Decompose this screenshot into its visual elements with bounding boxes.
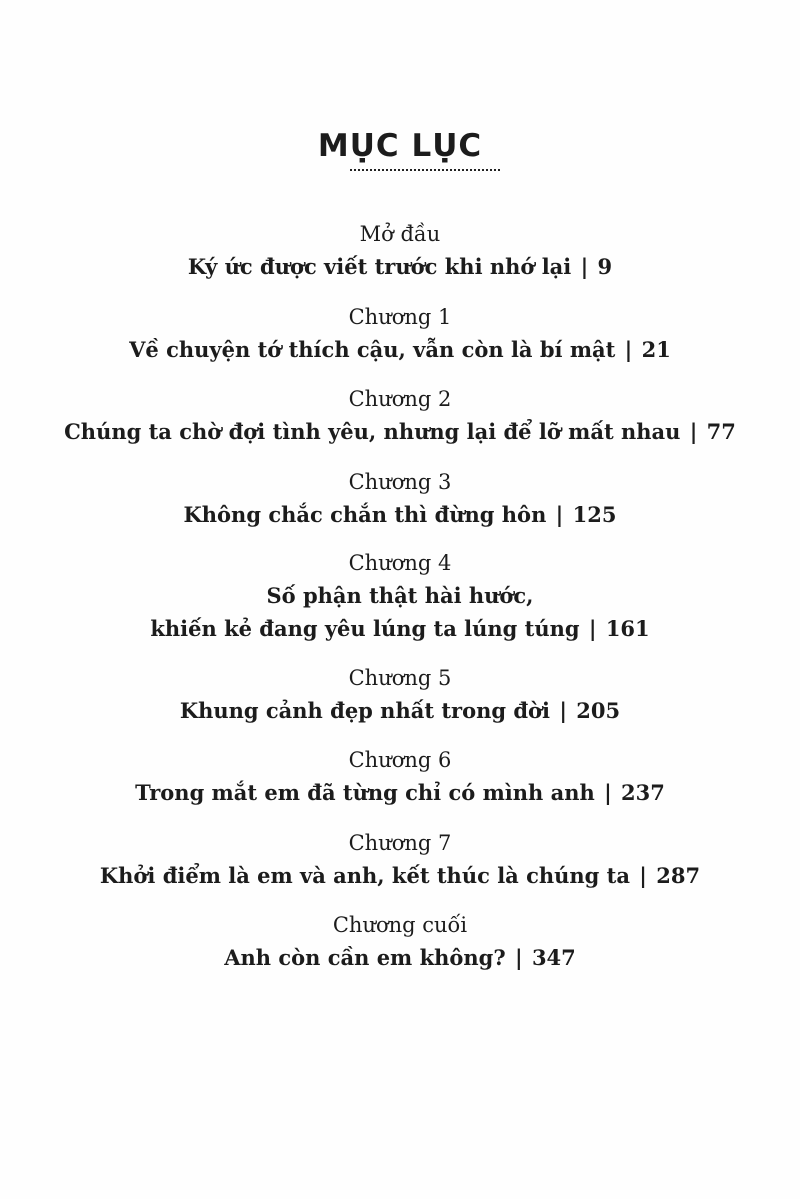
entry-title-text: khiến kẻ đang yêu lúng ta lúng túng xyxy=(150,616,580,641)
entry-title xyxy=(0,614,800,644)
toc-entry-final-chapter xyxy=(0,911,800,973)
entry-label: Chương cuối xyxy=(332,913,468,937)
entry-title xyxy=(0,696,800,726)
entry-title xyxy=(0,778,800,808)
entry-title-text: Anh còn cần em không? xyxy=(224,945,506,970)
entry-title-text: Khởi điểm là em và anh, kết thúc là chúng ta xyxy=(99,863,630,888)
page-separator: | xyxy=(514,945,523,970)
entry-page-number: 347 xyxy=(531,945,576,970)
page-separator: | xyxy=(580,254,589,279)
toc-entry-chapter-3 xyxy=(0,468,800,530)
entry-title-text: Không chắc chắn thì đừng hôn xyxy=(183,502,547,527)
entry-page-number: 205 xyxy=(576,698,621,723)
page-separator: | xyxy=(604,780,612,805)
entry-label: Chương 7 xyxy=(348,831,452,855)
entry-page-number: 9 xyxy=(597,254,613,279)
entry-page-number: 21 xyxy=(641,337,671,362)
entry-label: Chương 5 xyxy=(348,666,452,690)
entry-page-number: 161 xyxy=(605,616,650,641)
title-dotted-underline xyxy=(350,169,500,171)
toc-heading xyxy=(0,126,800,166)
toc-entry-chapter-5 xyxy=(0,664,800,726)
entry-page-number: 125 xyxy=(572,502,617,527)
toc-entry-prologue xyxy=(0,220,800,282)
toc-entry-chapter-4 xyxy=(0,549,800,644)
toc-entry-chapter-1 xyxy=(0,303,800,365)
page-separator: | xyxy=(559,698,567,723)
entry-title-line-1: Số phận thật hài hước, xyxy=(266,583,534,608)
entry-title xyxy=(0,943,800,973)
entry-title-text: Về chuyện tớ thích cậu, vẫn còn là bí mật xyxy=(129,337,616,362)
toc-entry-chapter-7 xyxy=(0,829,800,891)
entry-title xyxy=(0,417,800,447)
page-separator: | xyxy=(639,863,647,888)
entry-label: Chương 6 xyxy=(348,748,452,772)
entry-title-text: Chúng ta chờ đợi tình yêu, nhưng lại để lỡ mất nhau xyxy=(64,419,681,444)
entry-page-number: 287 xyxy=(656,863,701,888)
entry-label: Chương 1 xyxy=(348,305,452,329)
toc-entry-chapter-2 xyxy=(0,385,800,447)
entry-title-text: Ký ức được viết trước khi nhớ lại xyxy=(187,254,572,279)
page-separator: | xyxy=(555,502,564,527)
entry-title xyxy=(0,335,800,365)
entry-title xyxy=(0,252,800,282)
entry-page-number: 77 xyxy=(706,419,736,444)
toc-entry-chapter-6 xyxy=(0,746,800,808)
entry-page-number: 237 xyxy=(621,780,665,805)
page-separator: | xyxy=(624,337,633,362)
page-separator: | xyxy=(689,419,698,444)
entry-label: Chương 4 xyxy=(348,551,452,575)
entry-title xyxy=(0,861,800,891)
entry-title-text: Khung cảnh đẹp nhất trong đời xyxy=(179,698,551,723)
entry-title xyxy=(0,500,800,530)
entry-label: Chương 2 xyxy=(348,387,452,411)
entry-title-text: Trong mắt em đã từng chỉ có mình anh xyxy=(135,780,595,805)
entry-label: Chương 3 xyxy=(348,470,452,494)
page-title: MỤC LỤC xyxy=(317,128,483,164)
page-separator: | xyxy=(588,616,597,641)
entry-label: Mở đầu xyxy=(359,222,441,246)
